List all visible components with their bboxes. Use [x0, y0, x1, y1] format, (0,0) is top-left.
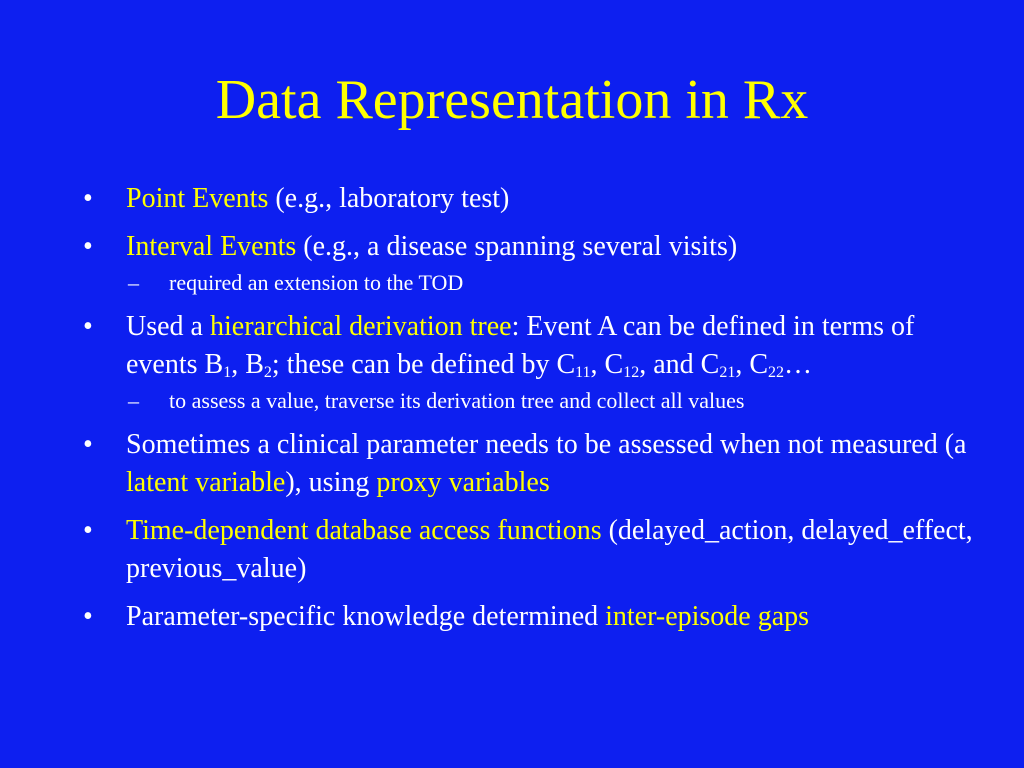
slide-title: Data Representation in Rx: [215, 69, 809, 131]
highlight-text: Interval Events: [126, 231, 297, 262]
subscript: 1: [223, 364, 232, 381]
bullet-icon: •: [83, 311, 93, 342]
bullet-text: Used a: [126, 311, 210, 342]
bullet-text: …: [784, 349, 813, 380]
bullet-list: [83, 180, 983, 646]
bullet-derivation-tree: [83, 308, 983, 384]
highlight-text: Point Events: [126, 183, 269, 214]
bullet-access-functions: [83, 512, 983, 588]
highlight-text: latent variable: [126, 467, 286, 498]
highlight-text: Time-dependent database access functions: [126, 515, 602, 546]
highlight-text: hierarchical derivation tree: [209, 311, 512, 342]
bullet-point-events: [83, 180, 983, 218]
bullet-icon: •: [83, 183, 93, 214]
subscript: 12: [623, 364, 640, 381]
subscript: 2: [263, 364, 272, 381]
bullet-text: Parameter-specific knowledge determined: [126, 601, 606, 632]
bullet-icon: •: [83, 429, 93, 460]
sub-bullet-tod-extension: [83, 270, 983, 296]
subscript: 22: [768, 364, 785, 381]
highlight-text: inter-episode gaps: [605, 601, 810, 632]
bullet-text: , C: [735, 349, 769, 380]
bullet-latent-variable: [83, 426, 983, 502]
bullet-text: , and C: [639, 349, 720, 380]
bullet-text: ), using: [285, 467, 377, 498]
bullet-text: Sometimes a clinical parameter needs to be assessed when not measured (a: [126, 429, 967, 460]
bullet-text: , C: [590, 349, 624, 380]
dash-icon: –: [128, 270, 139, 295]
dash-icon: –: [128, 388, 139, 413]
bullet-text: (delayed_action, delayed_effect, previous_value): [126, 515, 973, 584]
subscript: 21: [719, 364, 736, 381]
bullet-icon: •: [83, 231, 93, 262]
bullet-text: (e.g., a disease spanning several visits): [296, 231, 738, 262]
sub-bullet-text: to assess a value, traverse its derivation tree and collect all values: [169, 388, 745, 413]
bullet-icon: •: [83, 515, 93, 546]
subscript: 11: [575, 364, 591, 381]
highlight-text: proxy variables: [376, 467, 550, 498]
bullet-text: (e.g., laboratory test): [268, 183, 510, 214]
bullet-text: , B: [231, 349, 264, 380]
bullet-text: : Event A can be defined in terms of events B: [126, 311, 915, 380]
bullet-interval-events: [83, 228, 983, 266]
bullet-icon: •: [83, 601, 93, 632]
sub-bullet-text: required an extension to the TOD: [169, 270, 464, 295]
bullet-inter-episode-gaps: [83, 598, 983, 636]
bullet-text: ; these can be defined by C: [271, 349, 576, 380]
sub-bullet-assess-value: [83, 388, 983, 414]
